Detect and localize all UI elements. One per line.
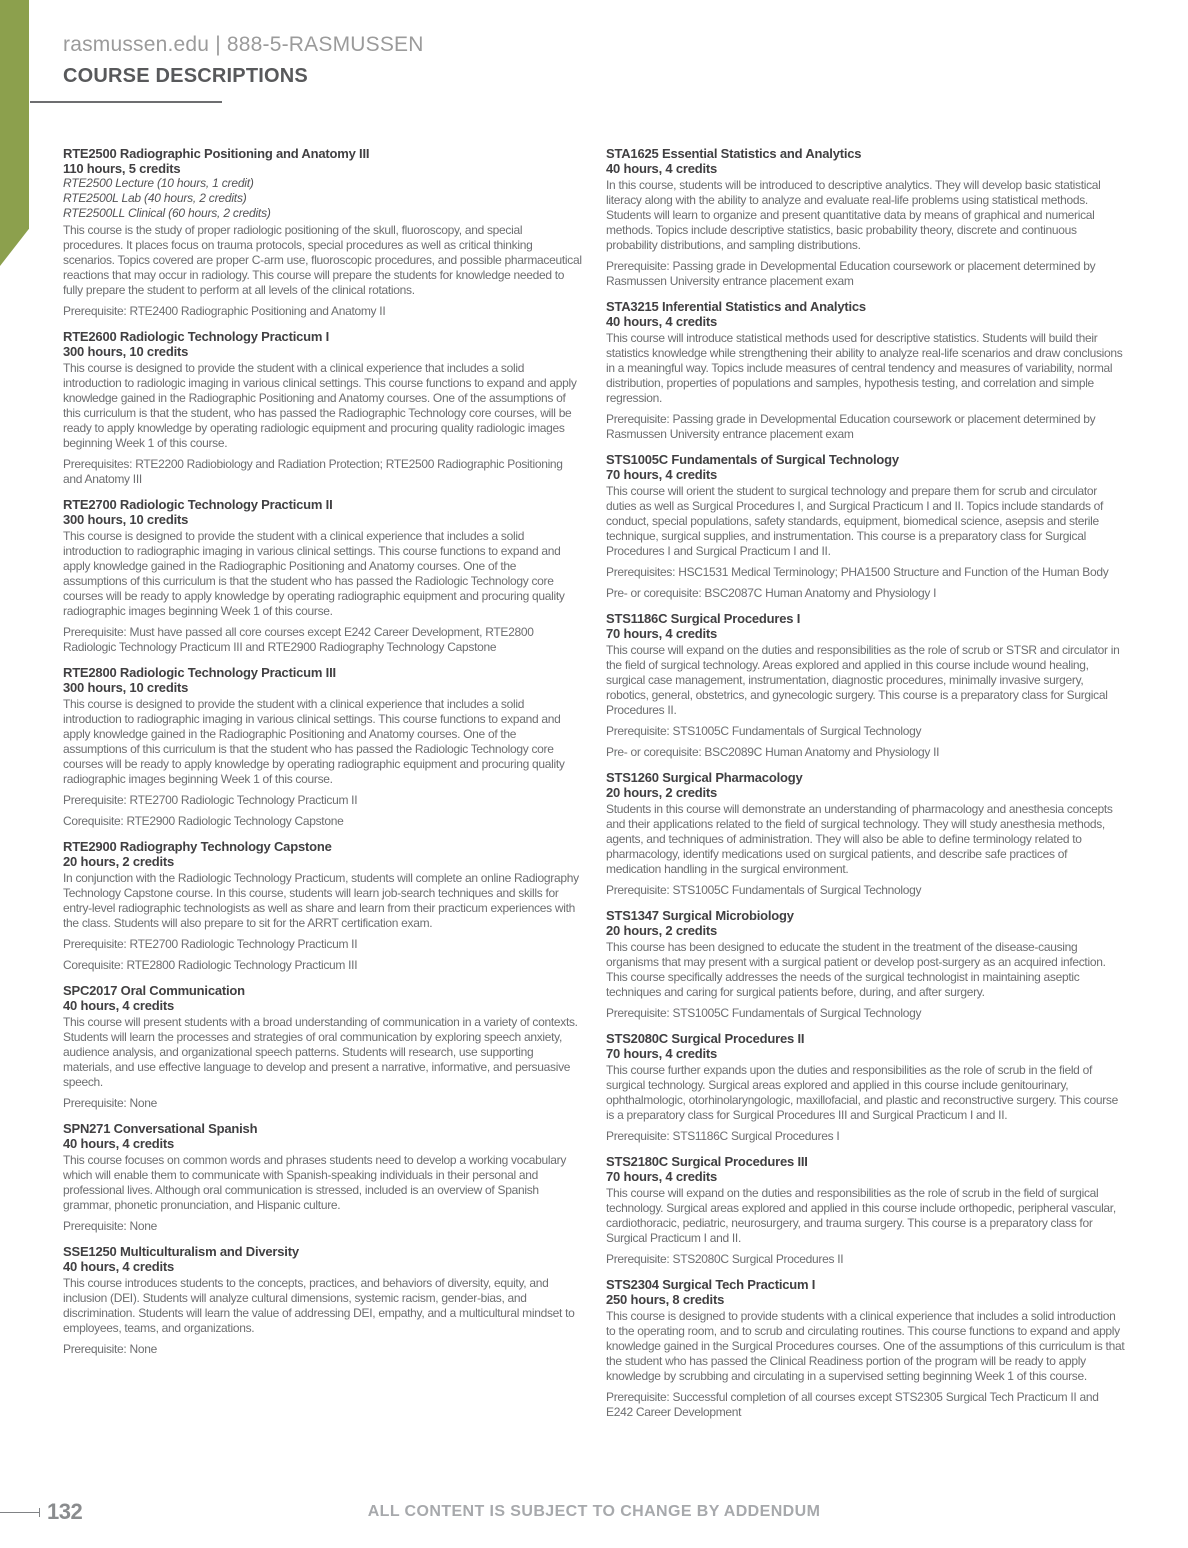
course-note: Prerequisite: None — [63, 1342, 157, 1356]
course-notes — [63, 457, 582, 487]
course-components — [63, 176, 582, 221]
course-note: Prerequisite: None — [63, 1096, 157, 1110]
course-notes — [606, 412, 1125, 442]
course-hours: 40 hours, 4 credits — [606, 314, 718, 329]
course-description: This course is designed to provide the student with a clinical experience that includes a solid introduction to radiologic imaging in various clinical settings. This course functions to expand and apply knowledge gained in the Radiographic Positioning and Anatomy courses. One of the assumptions of this curriculum is that the student, who has passed the Radiographic Technology core courses, will be ready to apply knowledge by operating radiologic equipment and procuring quality radiologic images beginning Week 1 of this course. — [63, 361, 577, 450]
course-entry — [606, 146, 1125, 289]
course-title: STS1005C Fundamentals of Surgical Technology — [606, 452, 899, 467]
course-title: STS2080C Surgical Procedures II — [606, 1031, 805, 1046]
course-note: Prerequisite: RTE2400 Radiographic Positioning and Anatomy II — [63, 304, 386, 318]
course-description: This course is the study of proper radiologic positioning of the skull, fluoroscopy, and special procedures. It places focus on trauma protocols, special procedures as well as critical thinking scenarios. Topics covered are proper C-arm use, fluoroscopic procedures, and possible pharmaceutical reactions that may occur in radiology. This course will prepare the students for knowledge needed to fully prepare the student to perform at all levels of the clinical rotations. — [63, 223, 582, 297]
course-hours: 110 hours, 5 credits — [63, 161, 181, 176]
course-hours: 20 hours, 2 credits — [63, 854, 175, 869]
course-description: This course will expand on the duties and responsibilities as the role of scrub or STSR and circulator in the field of surgical technology. Areas explored and applied in this course include wound healing, surgical case management, instrumentation, diagnostic procedures, minimally invasive surgery, robotics, general, obstetrics, and gynecologic surgery. This course is a preparatory class for Surgical Procedures II. — [606, 643, 1120, 717]
course-description: This course will introduce statistical methods used for descriptive statistics. Students will build their statistics knowledge while strengthening their ability to analyze real-life scenarios and draw conclusions in a meaningful way. Topics include measures of central tendency and measures of variability, normal distribution, properties of populations and samples, hypothesis testing, and correlation and simple regression. — [606, 331, 1123, 405]
course-entry — [606, 452, 1125, 601]
course-hours: 40 hours, 4 credits — [63, 998, 175, 1013]
course-columns — [63, 146, 1125, 1430]
course-description: This course will expand on the duties and responsibilities as the role of scrub in the field of surgical technology. Surgical areas explored and applied in this course include orthopedic, peripheral vascular, cardiothoracic, pediatric, neurosurgery, and trauma surgery. This course is a preparatory class for Surgical Practicum I and II. — [606, 1186, 1116, 1245]
course-notes — [63, 793, 582, 829]
course-note: Pre- or corequisite: BSC2087C Human Anatomy and Physiology I — [606, 586, 937, 600]
course-description: This course has been designed to educate the student in the treatment of the disease-causing organisms that may present with a surgical patient or develop post-surgery as an acquired infection. This course specifically addresses the needs of the surgical technologist in maintaining aseptic techniques and caring for surgical patients before, during, and after surgery. — [606, 940, 1106, 999]
course-note: Corequisite: RTE2900 Radiologic Technology Capstone — [63, 814, 344, 828]
course-description: In this course, students will be introduced to descriptive analytics. They will develop basic statistical literacy along with the ability to analyze and evaluate real-life problems using statistical methods. Students will learn to organize and present quantitative data by means of graphical and numerical methods. Topics include descriptive statistics, basic probability theory, discrete and continuous probability distributions, and sampling distributions. — [606, 178, 1101, 252]
course-hours: 70 hours, 4 credits — [606, 1169, 718, 1184]
course-hours: 20 hours, 2 credits — [606, 785, 718, 800]
course-note: Prerequisite: STS2080C Surgical Procedures II — [606, 1252, 844, 1266]
course-note: Prerequisites: HSC1531 Medical Terminology; PHA1500 Structure and Function of the Human Body — [606, 565, 1109, 579]
course-note: Prerequisite: Passing grade in Developmental Education coursework or placement determined by Rasmussen University entrance placement exam — [606, 259, 1096, 288]
course-note: Prerequisite: RTE2700 Radiologic Technology Practicum II — [63, 793, 358, 807]
course-notes — [606, 883, 1125, 898]
course-note: Prerequisite: Must have passed all core courses except E242 Career Development, RTE2800 Radiologic Technology Practicum III and RTE2900 Radiography Technology Capstone — [63, 625, 534, 654]
course-notes — [63, 1342, 582, 1357]
course-hours: 70 hours, 4 credits — [606, 626, 718, 641]
title-underline — [30, 101, 222, 103]
course-title: RTE2900 Radiography Technology Capstone — [63, 839, 332, 854]
course-hours: 250 hours, 8 credits — [606, 1292, 725, 1307]
course-description: This course further expands upon the duties and responsibilities as the role of scrub in the field of surgical technology. Surgical areas explored and applied in this course include genitourinary, ophthalmologic, otorhinolaryngologic, maxillofacial, and plastic and reconstructive surgery. This course is a preparatory class for Surgical Procedures III and Surgical Practicum I and II. — [606, 1063, 1118, 1122]
course-note: Prerequisite: RTE2700 Radiologic Technology Practicum II — [63, 937, 358, 951]
course-entry — [606, 1277, 1125, 1420]
course-component: RTE2500 Lecture (10 hours, 1 credit) — [63, 176, 254, 190]
course-title: SPC2017 Oral Communication — [63, 983, 245, 998]
page-title: COURSE DESCRIPTIONS — [63, 65, 308, 87]
course-note: Prerequisite: STS1186C Surgical Procedures I — [606, 1129, 840, 1143]
course-entry — [63, 839, 582, 973]
course-entry — [606, 611, 1125, 760]
course-hours: 40 hours, 4 credits — [606, 161, 718, 176]
course-title: STS2304 Surgical Tech Practicum I — [606, 1277, 816, 1292]
course-hours: 40 hours, 4 credits — [63, 1259, 175, 1274]
course-description: This course is designed to provide the student with a clinical experience that includes a solid introduction to radiographic imaging in various clinical settings. This course functions to expand and apply knowledge gained in the Radiographic Positioning and Anatomy courses. One of the assumptions of this curriculum is that the student who has passed the Radiologic Technology core courses will be ready to apply knowledge by operating radiographic equipment and procuring quality radiographic images beginning Week 1 of this course. — [63, 529, 565, 618]
page-header — [63, 33, 424, 103]
course-title: SPN271 Conversational Spanish — [63, 1121, 258, 1136]
course-notes — [63, 1096, 582, 1111]
page-footer — [0, 1492, 1188, 1532]
course-note: Prerequisite: STS1005C Fundamentals of Surgical Technology — [606, 1006, 922, 1020]
course-entry — [606, 299, 1125, 442]
site-contact: rasmussen.edu | 888-5-RASMUSSEN — [63, 33, 424, 56]
course-entry — [606, 770, 1125, 898]
course-title: STS1260 Surgical Pharmacology — [606, 770, 803, 785]
course-note: Prerequisites: RTE2200 Radiobiology and Radiation Protection; RTE2500 Radiographic Positioning and Anatomy III — [63, 457, 563, 486]
page-number-rule — [0, 1512, 40, 1513]
page-number: 132 — [47, 1499, 83, 1524]
course-title: STS2180C Surgical Procedures III — [606, 1154, 808, 1169]
course-notes — [606, 1006, 1125, 1021]
course-description: This course focuses on common words and phrases students need to develop a working vocabulary which will enable them to communicate with Spanish-speaking individuals in their personal and professional lives. Although oral communication is stressed, included is an overview of Spanish grammar, phonetic pronunciation, and Hispanic culture. — [63, 1153, 567, 1212]
course-title: STS1186C Surgical Procedures I — [606, 611, 801, 626]
course-notes — [606, 1252, 1125, 1267]
course-title: SSE1250 Multiculturalism and Diversity — [63, 1244, 299, 1259]
course-entry — [63, 665, 582, 829]
course-entry — [63, 983, 582, 1111]
addendum-notice: ALL CONTENT IS SUBJECT TO CHANGE BY ADDENDUM — [367, 1503, 821, 1520]
course-title: RTE2500 Radiographic Positioning and Anatomy III — [63, 146, 370, 161]
course-description: This course is designed to provide students with a clinical experience that includes a solid introduction to the operating room, and to scrub and circulating routines. This course functions to expand and apply knowledge gained in the Surgical Procedures courses. One of the assumptions of this curriculum is that the student who has passed the Clinical Readiness portion of the program will be ready to apply knowledge by scrubbing and circulating in a supervised setting beginning Week 1 of this course. — [606, 1309, 1125, 1383]
course-title: STA3215 Inferential Statistics and Analytics — [606, 299, 866, 314]
course-entry — [63, 497, 582, 655]
course-note: Prerequisite: STS1005C Fundamentals of Surgical Technology — [606, 883, 922, 897]
course-title: STS1347 Surgical Microbiology — [606, 908, 794, 923]
course-description: In conjunction with the Radiologic Technology Practicum, students will complete an online Radiography Technology Capstone course. In this course, students will learn job-search techniques and skills for entry-level radiographic technologists as well as share and learn from their practicum experiences with the class. Students will also prepare to sit for the ARRT certification exam. — [63, 871, 579, 930]
course-entry — [63, 1244, 582, 1357]
course-description: This course introduces students to the concepts, practices, and behaviors of diversity, equity, and inclusion (DEI). Students will analyze cultural dimensions, systemic racism, gender-bias, and discrimination. Students will learn the value of addressing DEI, empathy, and a multicultural mindset to employees, teams, and organizations. — [63, 1276, 575, 1335]
course-title: RTE2800 Radiologic Technology Practicum III — [63, 665, 336, 680]
course-entry — [63, 329, 582, 487]
course-notes — [606, 565, 1125, 601]
green-accent-bar — [0, 0, 29, 266]
course-note: Prerequisite: None — [63, 1219, 157, 1233]
course-hours: 70 hours, 4 credits — [606, 1046, 718, 1061]
course-notes — [606, 1390, 1125, 1420]
course-entry — [606, 908, 1125, 1021]
course-hours: 300 hours, 10 credits — [63, 680, 189, 695]
course-notes — [63, 304, 582, 319]
course-entry — [606, 1031, 1125, 1144]
course-hours: 70 hours, 4 credits — [606, 467, 718, 482]
course-notes — [63, 1219, 582, 1234]
course-title: STA1625 Essential Statistics and Analytics — [606, 146, 862, 161]
course-note: Prerequisite: Successful completion of all courses except STS2305 Surgical Tech Practicum II and E242 Career Development — [606, 1390, 1099, 1419]
course-notes — [606, 1129, 1125, 1144]
course-component: RTE2500LL Clinical (60 hours, 2 credits) — [63, 206, 271, 220]
course-hours: 20 hours, 2 credits — [606, 923, 718, 938]
course-component: RTE2500L Lab (40 hours, 2 credits) — [63, 191, 247, 205]
course-hours: 300 hours, 10 credits — [63, 512, 189, 527]
course-entry — [63, 146, 582, 319]
page-number-block — [0, 1492, 82, 1532]
course-notes — [63, 625, 582, 655]
course-title: RTE2600 Radiologic Technology Practicum I — [63, 329, 330, 344]
course-title: RTE2700 Radiologic Technology Practicum II — [63, 497, 333, 512]
course-note: Prerequisite: Passing grade in Developmental Education coursework or placement determined by Rasmussen University entrance placement exam — [606, 412, 1096, 441]
course-description: Students in this course will demonstrate an understanding of pharmacology and anesthesia concepts and their applications related to the field of surgical technology. They will study anesthesia methods, agents, and techniques of administration. They will also be able to define terminology related to pharmacology, identify medications used on surgical patients, and describe safe practices of medication handling in the surgical environment. — [606, 802, 1113, 876]
course-note: Prerequisite: STS1005C Fundamentals of Surgical Technology — [606, 724, 922, 738]
course-description: This course will present students with a broad understanding of communication in a variety of contexts. Students will learn the processes and strategies of oral communication by exploring speech anxiety, audience analysis, and organizational speech patterns. Students will research, use supporting materials, and use effective language to develop and present a narrative, informative, and persuasive speech. — [63, 1015, 578, 1089]
right-column — [606, 146, 1125, 1430]
course-hours: 40 hours, 4 credits — [63, 1136, 175, 1151]
left-column — [63, 146, 582, 1430]
course-entry — [606, 1154, 1125, 1267]
course-description: This course is designed to provide the student with a clinical experience that includes a solid introduction to radiographic imaging in various clinical settings. This course functions to expand and apply knowledge gained in the Radiographic Positioning and Anatomy courses. One of the assumptions of this curriculum is that the student who has passed the Radiologic Technology core courses will be ready to apply knowledge by operating radiographic equipment and procuring quality radiographic images beginning Week 1 of this course. — [63, 697, 565, 786]
course-note: Pre- or corequisite: BSC2089C Human Anatomy and Physiology II — [606, 745, 940, 759]
course-notes — [606, 724, 1125, 760]
course-notes — [606, 259, 1125, 289]
course-note: Corequisite: RTE2800 Radiologic Technology Practicum III — [63, 958, 358, 972]
course-entry — [63, 1121, 582, 1234]
course-notes — [63, 937, 582, 973]
course-hours: 300 hours, 10 credits — [63, 344, 189, 359]
course-description: This course will orient the student to surgical technology and prepare them for scrub and circulator duties as well as Surgical Procedures I, and Surgical Practicum I and II. Topics include standards of conduct, special populations, safety standards, equipment, biomedical science, asepsis and sterile technique, surgical supplies, and instrumentation. This course is a preparatory class for Surgical Procedures I and Surgical Practicum I and II. — [606, 484, 1104, 558]
